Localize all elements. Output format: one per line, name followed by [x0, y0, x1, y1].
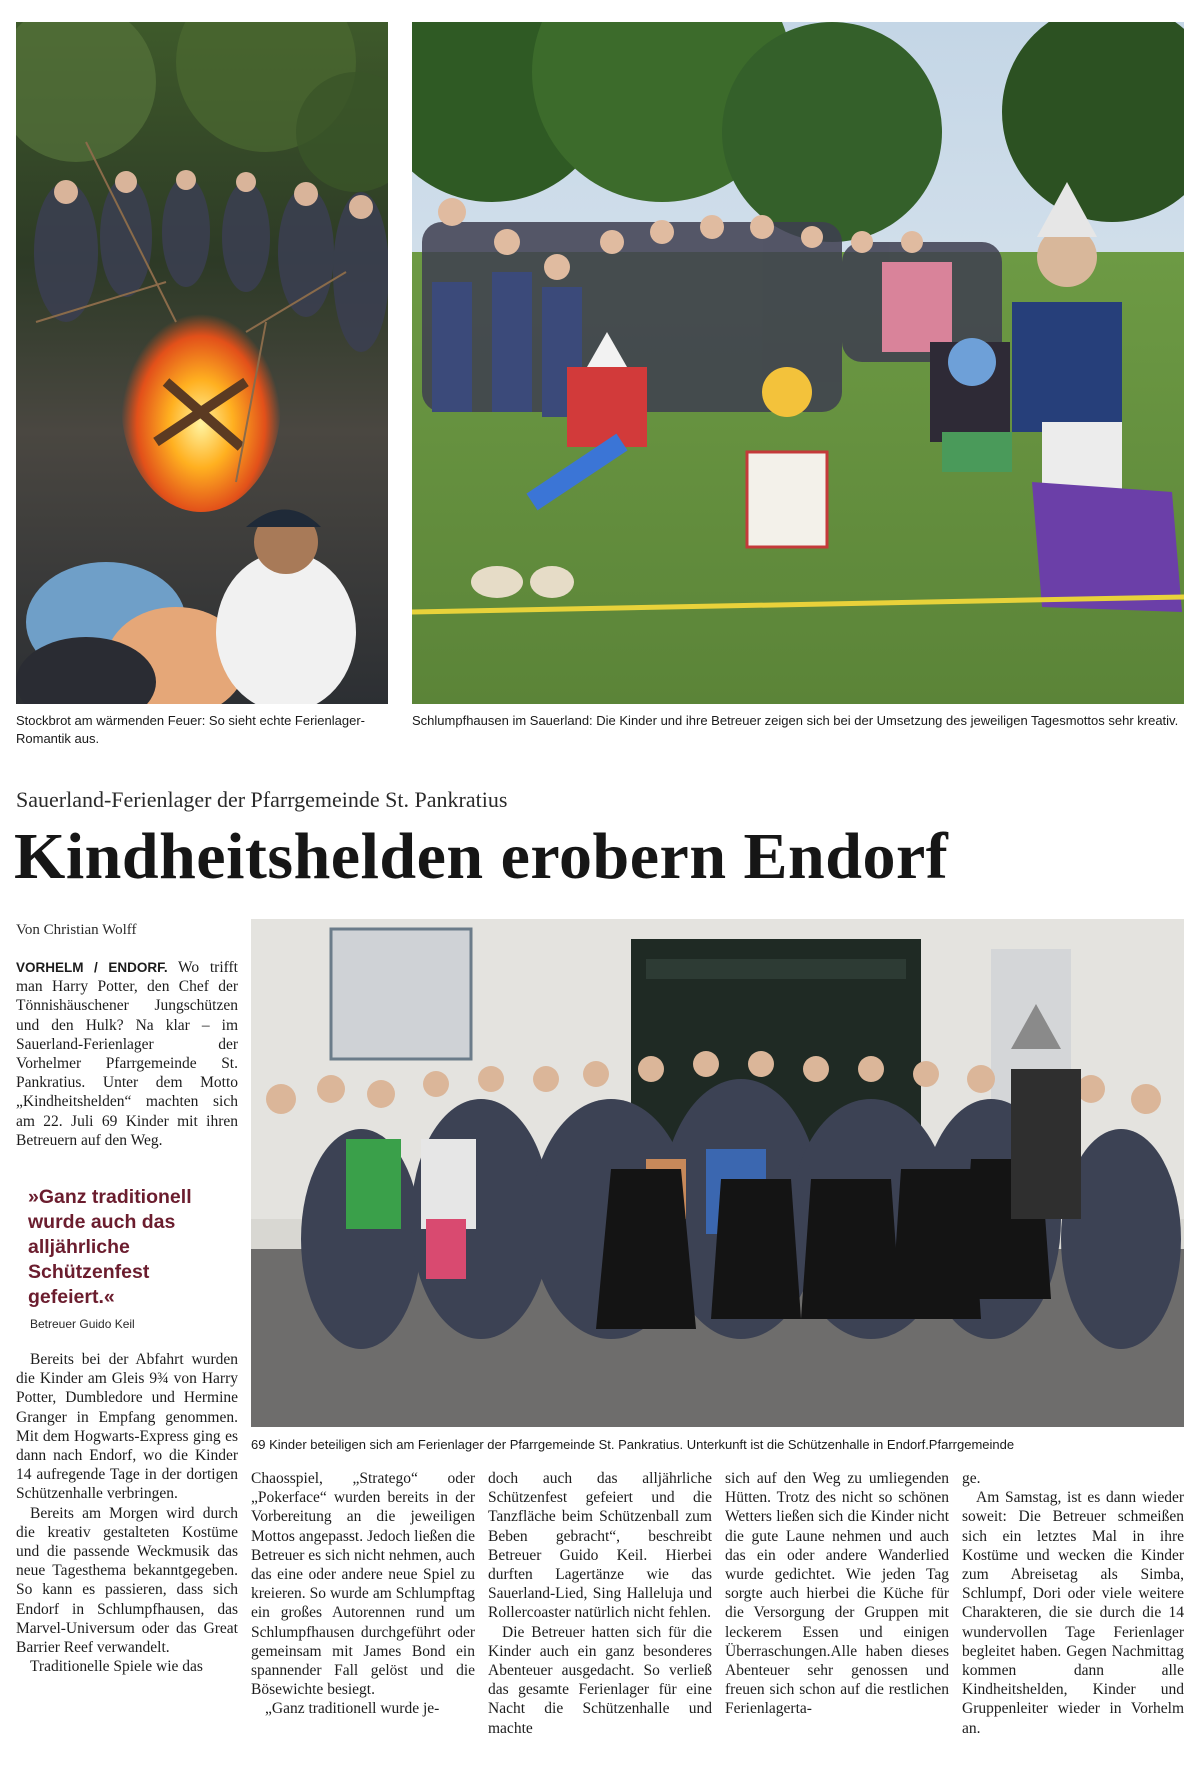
caption-smurf-village: Schlumpfhausen im Sauerland: Die Kinder und ihre Betreuer zeigen sich bei der Umsetzung des jeweiligen Tagesmottos sehr kreativ. [412, 713, 1179, 728]
paragraph: Bereits am Morgen wird durch die kreativ gestalteten Kostüme und die passende Weckmusik das neue Tagesthema bekanntgegeben. So kann es passieren, dass sich Endorf in Schlumpfhausen, das Marvel-Universum oder das Great Barrier Reef verwandelt. [16, 1504, 238, 1657]
pull-quote: »Ganz traditionell wurde auch das alljährliche Schützenfest gefeiert.« [28, 1186, 192, 1308]
paragraph: sich auf den Weg zu umliegenden Hütten. Trotz des nicht so schönen Wetters ließen sich die Kinder nicht die gute Laune nehmen und auch das ein oder andere Wanderlied wurde gedichtet. Wie jeden Tag sorgte auch hierbei die Küche für die Versorgung der Gruppen mit leckerem Essen und einigen Überraschungen.Alle haben dieses Abenteuer sehr genossen und freuen sich schon auf die restlichen Ferienlagerta- [725, 1470, 949, 1718]
article-column-2 [251, 1469, 475, 1719]
paragraph: Chaosspiel, „Stratego“ oder „Pokerface“ wurden bereits in der Vorbereitung an die jeweiligen Mottos angepasst. Jedoch ließen die Betreuer es sich nicht nehmen, auch das eine oder andere neue Spiel zu kreieren. So wurde am Schlumpftag ein großes Autorennen rund um Schlumpfhausen durchgeführt oder gemeinsam mit James Bond ein spannender Fall gelöst und die Bösewichte besiegt. [251, 1470, 475, 1699]
paragraph: Am Samstag, ist es dann wieder soweit: Die Betreuer schmeißen sich ein letztes Mal in ihre Kostüme und wecken die Kinder zum Abreisetag als Simba, Schlumpf, Dori oder viele weitere Charakteren, die sie durch die 14 wundervollen Tage Ferienlager begleitet haben. Gegen Nachmittag kommen dann alle Kindheitshelden, Kinder und Gruppenleiter wieder in Vorhelm an. [962, 1489, 1184, 1737]
photo-group-schuetzenhalle [251, 919, 1184, 1427]
pull-quote-source: Betreuer Guido Keil [30, 1317, 135, 1331]
article-column-4 [725, 1469, 949, 1719]
article-headline: Kindheitshelden erobern Endorf [14, 820, 949, 893]
caption-group-photo: 69 Kinder beteiligen sich am Ferienlager der Pfarrgemeinde St. Pankratius. Unterkunft ist die Schützenhalle in Endorf.Pfarrgemeinde [251, 1437, 1015, 1452]
paragraph: doch auch das alljährliche Schützenfest gefeiert und die Tanzfläche beim Schützenball zum Beben gebracht“, beschreibt Betreuer Guido Keil. Hierbei durften Lagertänze wie das Sauerland-Lied, Sing Halleluja und Rollercoaster natürlich nicht fehlen. [488, 1470, 712, 1622]
paragraph: Bereits bei der Abfahrt wurden die Kinder am Gleis 9¾ von Harry Potter, Dumbledore und Hermine Granger in Empfang genommen. Mit dem Hogwarts-Express ging es dann nach Endorf, wo die Kinder 14 aufregende Tage in der dortigen Schützenhalle verbringen. [16, 1351, 238, 1503]
paragraph: ge. [962, 1470, 981, 1487]
article-column-3 [488, 1469, 712, 1738]
paragraph: Traditionelle Spiele wie das [30, 1658, 203, 1676]
article-dateline: VORHELM / ENDORF. [16, 960, 168, 975]
paragraph: „Ganz traditionell wurde je- [265, 1700, 440, 1718]
photo-campfire [16, 22, 388, 704]
article-byline: Von Christian Wolff [16, 922, 137, 938]
paragraph: Die Betreuer hatten sich für die Kinder auch ein ganz besonderes Abenteuer ausgedacht. So verließ das gesamte Ferienlager für eine Nacht die Schützenhalle und machte [488, 1623, 712, 1737]
photo-smurf-village [412, 22, 1184, 704]
article-intro [16, 958, 238, 1150]
article-column-5 [962, 1469, 1184, 1738]
article-column-1 [16, 1350, 238, 1676]
article-intro-text: Wo trifft man Harry Potter, den Chef der Tönnishäuschener Jungschützen und den Hulk? Na klar – im Sauerland-Ferienlager der Vorhelmer Pfarrgemeinde St. Pankratius. Unter dem Motto „Kindheitshelden“ machten sich am 22. Juli 69 Kinder mit ihren Betreuern auf den Weg. [16, 959, 238, 1149]
caption-campfire: Stockbrot am wärmenden Feuer: So sieht echte Ferienlager-Romantik aus. [16, 713, 366, 746]
article-kicker: Sauerland-Ferienlager der Pfarrgemeinde St. Pankratius [16, 787, 508, 812]
